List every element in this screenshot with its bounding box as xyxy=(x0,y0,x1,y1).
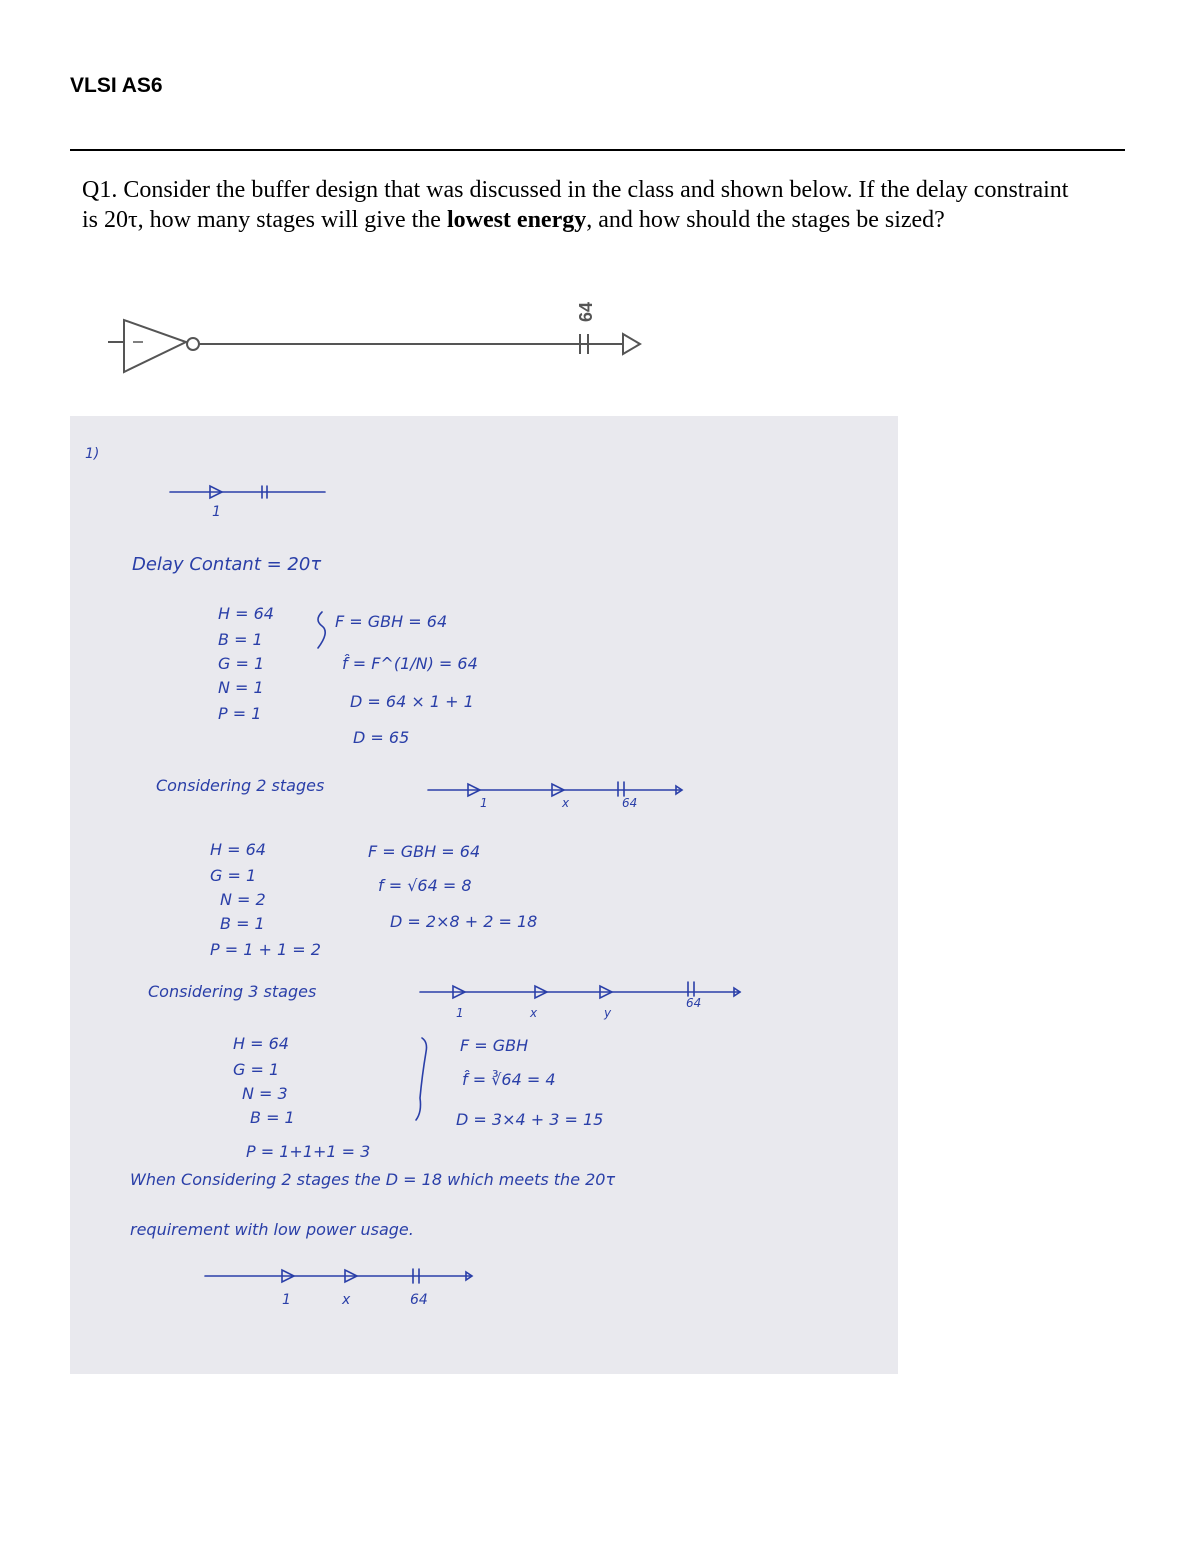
question-emphasis: lowest energy xyxy=(446,206,587,233)
three-stage-size: 1 xyxy=(456,1006,464,1020)
three-stage-param: N = 3 xyxy=(242,1084,288,1103)
three-stage-size: y xyxy=(604,1006,612,1020)
question-suffix: , and how should the stages be sized? xyxy=(586,206,945,233)
conclusion-line-1: When Considering 2 stages the D = 18 which meets the 20τ xyxy=(130,1170,616,1189)
three-stage-heading: Considering 3 stages xyxy=(148,982,317,1001)
three-stage-param: H = 64 xyxy=(233,1034,289,1053)
one-stage-param: N = 1 xyxy=(218,678,264,697)
load-value-label: 64 xyxy=(576,301,596,322)
handwritten-solution-photo xyxy=(70,416,898,1374)
two-stage-size: x xyxy=(562,796,570,810)
header-divider xyxy=(70,149,1125,151)
two-stage-param: P = 1 + 1 = 2 xyxy=(210,940,321,959)
load-arrow xyxy=(623,334,640,354)
two-stage-param: B = 1 xyxy=(220,914,265,933)
two-stage-param: G = 1 xyxy=(210,866,257,885)
one-stage-eq-D1: D = 64 × 1 + 1 xyxy=(350,692,474,711)
delay-constraint: Delay Contant = 20τ xyxy=(132,554,322,575)
question-text xyxy=(82,176,1082,235)
one-stage-param: B = 1 xyxy=(218,630,263,649)
conclusion-line-2: requirement with low power usage. xyxy=(130,1220,414,1239)
three-stage-eq-f: f̂ = ∛64 = 4 xyxy=(462,1070,556,1089)
three-stage-eq-F: F = GBH xyxy=(460,1036,529,1055)
inverter-triangle xyxy=(124,320,186,372)
two-stage-param: H = 64 xyxy=(210,840,266,859)
one-stage-eq-F: F = GBH = 64 xyxy=(335,612,448,631)
three-stage-param: P = 1+1+1 = 3 xyxy=(246,1142,371,1161)
two-stage-size: 1 xyxy=(480,796,488,810)
two-stage-eq-F: F = GBH = 64 xyxy=(368,842,481,861)
three-stage-size: 64 xyxy=(686,996,702,1010)
question-prefix: Q1. Consider the buffer design that was discussed in the class and shown below. If the delay constraint is 20τ, how many stages will give the xyxy=(82,177,1069,233)
document-title: VLSI AS6 xyxy=(70,74,163,97)
two-stage-size: 64 xyxy=(622,796,638,810)
one-stage-eq-f: f̂ = F^(1/N) = 64 xyxy=(342,654,478,673)
three-stage-param: G = 1 xyxy=(233,1060,280,1079)
two-stage-eq-f: f = √64 = 8 xyxy=(378,876,472,895)
one-stage-eq-D2: D = 65 xyxy=(353,728,410,747)
final-size: 1 xyxy=(282,1292,291,1308)
intro-size-label: 1 xyxy=(212,504,221,520)
problem-number: 1) xyxy=(85,446,100,462)
one-stage-param: H = 64 xyxy=(218,604,274,623)
one-stage-param: P = 1 xyxy=(218,704,262,723)
final-size: x xyxy=(342,1292,351,1308)
three-stage-size: x xyxy=(530,1006,538,1020)
one-stage-param: G = 1 xyxy=(218,654,265,673)
two-stage-param: N = 2 xyxy=(220,890,266,909)
three-stage-param: B = 1 xyxy=(250,1108,295,1127)
two-stage-eq-D: D = 2×8 + 2 = 18 xyxy=(390,912,538,931)
inverter-bubble xyxy=(187,338,199,350)
buffer-schematic xyxy=(100,290,660,390)
final-size: 64 xyxy=(410,1292,428,1308)
two-stage-heading: Considering 2 stages xyxy=(156,776,325,795)
three-stage-eq-D: D = 3×4 + 3 = 15 xyxy=(456,1110,604,1129)
